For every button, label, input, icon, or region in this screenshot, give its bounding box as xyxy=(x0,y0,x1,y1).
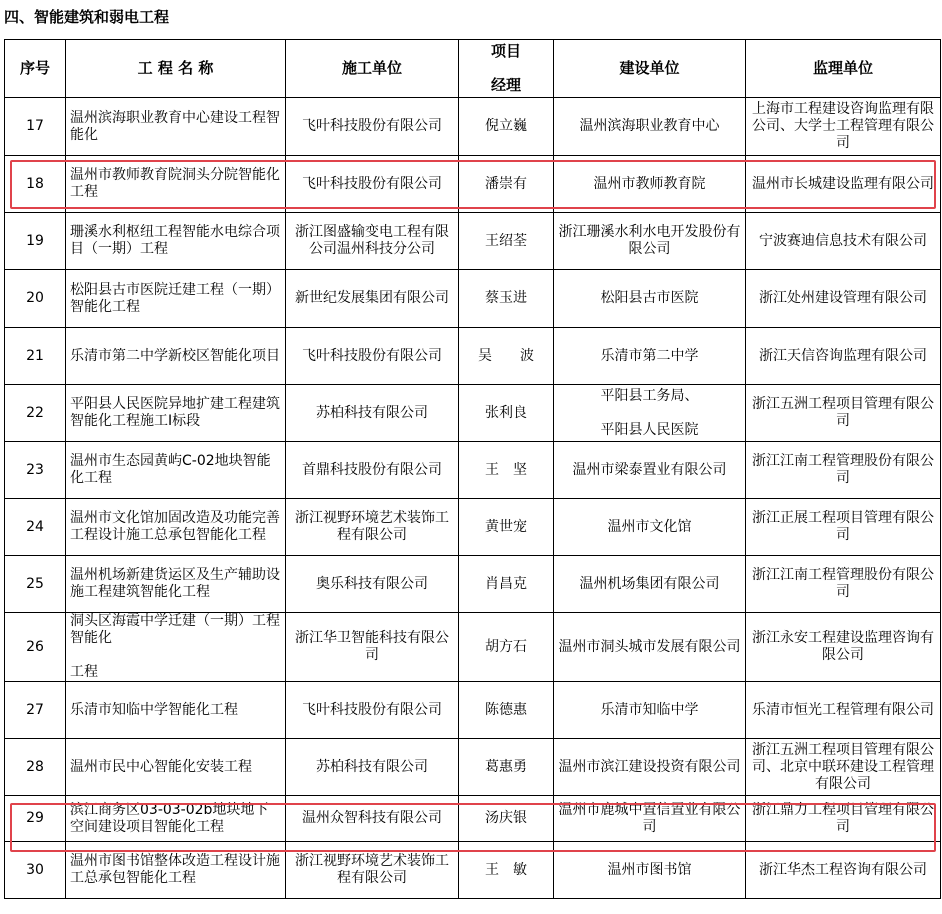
row-project-name: 温州机场新建货运区及生产辅助设施工程建筑智能化工程 xyxy=(66,556,286,613)
row-project-name: 滨江商务区03-03-02b地块地下空间建设项目智能化工程 xyxy=(66,796,286,842)
row-contractor: 飞叶科技股份有限公司 xyxy=(286,156,459,213)
row-project-name: 温州滨海职业教育中心建设工程智能化 xyxy=(66,98,286,156)
row-supervisor: 宁波赛迪信息技术有限公司 xyxy=(746,213,941,270)
header-supervisor: 监理单位 xyxy=(746,40,941,98)
row-contractor: 温州众智科技有限公司 xyxy=(286,796,459,842)
row-owner: 温州市梁泰置业有限公司 xyxy=(554,442,746,499)
row-contractor: 浙江图盛输变电工程有限公司温州科技分公司 xyxy=(286,213,459,270)
row-supervisor: 浙江处州建设管理有限公司 xyxy=(746,270,941,328)
row-owner: 温州机场集团有限公司 xyxy=(554,556,746,613)
row-project-name: 温州市文化馆加固改造及功能完善工程设计施工总承包智能化工程 xyxy=(66,499,286,556)
project-table xyxy=(4,39,941,899)
row-supervisor: 上海市工程建设咨询监理有限公司、大学士工程管理有限公司 xyxy=(746,98,941,156)
table-row xyxy=(5,385,941,442)
section-title: 四、智能建筑和弱电工程 xyxy=(4,8,170,26)
row-no: 21 xyxy=(5,328,66,385)
row-owner: 温州滨海职业教育中心 xyxy=(554,98,746,156)
row-project-name: 乐清市第二中学新校区智能化项目 xyxy=(66,328,286,385)
row-supervisor: 浙江华杰工程咨询有限公司 xyxy=(746,842,941,899)
row-manager: 黄世宠 xyxy=(459,499,554,556)
row-project-name: 洞头区海霞中学迁建（一期）工程智能化 工程 xyxy=(66,613,286,682)
row-no: 25 xyxy=(5,556,66,613)
row-owner: 松阳县古市医院 xyxy=(554,270,746,328)
row-no: 30 xyxy=(5,842,66,899)
row-no: 18 xyxy=(5,156,66,213)
row-project-name: 珊溪水利枢纽工程智能水电综合项目（一期）工程 xyxy=(66,213,286,270)
row-owner: 温州市鹿城中置信置业有限公司 xyxy=(554,796,746,842)
table-row xyxy=(5,213,941,270)
header-manager: 项目 经理 xyxy=(459,40,554,98)
row-no: 17 xyxy=(5,98,66,156)
table-row xyxy=(5,796,941,842)
row-manager: 葛惠勇 xyxy=(459,739,554,796)
table-row xyxy=(5,739,941,796)
row-manager: 陈德惠 xyxy=(459,682,554,739)
row-manager: 潘崇有 xyxy=(459,156,554,213)
row-owner: 温州市图书馆 xyxy=(554,842,746,899)
row-project-name: 温州市民中心智能化安装工程 xyxy=(66,739,286,796)
row-no: 28 xyxy=(5,739,66,796)
row-supervisor: 浙江江南工程管理股份有限公司 xyxy=(746,556,941,613)
header-no: 序号 xyxy=(5,40,66,98)
row-no: 20 xyxy=(5,270,66,328)
table-row xyxy=(5,442,941,499)
row-manager: 王 敏 xyxy=(459,842,554,899)
row-contractor: 首鼎科技股份有限公司 xyxy=(286,442,459,499)
row-manager: 张利良 xyxy=(459,385,554,442)
row-project-name: 温州市图书馆整体改造工程设计施工总承包智能化工程 xyxy=(66,842,286,899)
row-manager: 王 坚 xyxy=(459,442,554,499)
row-manager: 蔡玉进 xyxy=(459,270,554,328)
row-owner: 温州市洞头城市发展有限公司 xyxy=(554,613,746,682)
row-contractor: 飞叶科技股份有限公司 xyxy=(286,98,459,156)
row-owner: 温州市教师教育院 xyxy=(554,156,746,213)
row-contractor: 奥乐科技有限公司 xyxy=(286,556,459,613)
table-row xyxy=(5,270,941,328)
row-owner: 乐清市知临中学 xyxy=(554,682,746,739)
row-manager: 汤庆银 xyxy=(459,796,554,842)
row-supervisor: 浙江江南工程管理股份有限公司 xyxy=(746,442,941,499)
header-owner: 建设单位 xyxy=(554,40,746,98)
row-manager: 胡方石 xyxy=(459,613,554,682)
row-contractor: 浙江华卫智能科技有限公司 xyxy=(286,613,459,682)
row-no: 19 xyxy=(5,213,66,270)
row-owner: 平阳县工务局、 平阳县人民医院 xyxy=(554,385,746,442)
row-contractor: 新世纪发展集团有限公司 xyxy=(286,270,459,328)
table-row xyxy=(5,98,941,156)
table-row xyxy=(5,556,941,613)
row-supervisor: 温州市长城建设监理有限公司 xyxy=(746,156,941,213)
row-no: 23 xyxy=(5,442,66,499)
table-header-row xyxy=(5,40,941,98)
row-contractor: 苏柏科技有限公司 xyxy=(286,385,459,442)
row-contractor: 飞叶科技股份有限公司 xyxy=(286,682,459,739)
row-manager: 肖昌克 xyxy=(459,556,554,613)
table-row xyxy=(5,156,941,213)
row-project-name: 温州市教师教育院洞头分院智能化工程 xyxy=(66,156,286,213)
row-project-name: 乐清市知临中学智能化工程 xyxy=(66,682,286,739)
row-no: 24 xyxy=(5,499,66,556)
table-row xyxy=(5,613,941,682)
header-name: 工 程 名 称 xyxy=(66,40,286,98)
table-row xyxy=(5,682,941,739)
row-owner: 温州市文化馆 xyxy=(554,499,746,556)
table-row xyxy=(5,328,941,385)
row-project-name: 松阳县古市医院迁建工程（一期）智能化工程 xyxy=(66,270,286,328)
row-no: 26 xyxy=(5,613,66,682)
header-contractor: 施工单位 xyxy=(286,40,459,98)
row-supervisor: 乐清市恒光工程管理有限公司 xyxy=(746,682,941,739)
row-project-name: 温州市生态园黄屿C-02地块智能化工程 xyxy=(66,442,286,499)
row-manager: 倪立巍 xyxy=(459,98,554,156)
row-contractor: 浙江视野环境艺术装饰工程有限公司 xyxy=(286,842,459,899)
row-manager: 吴 波 xyxy=(459,328,554,385)
row-supervisor: 浙江天信咨询监理有限公司 xyxy=(746,328,941,385)
row-owner: 温州市滨江建设投资有限公司 xyxy=(554,739,746,796)
row-supervisor: 浙江正展工程项目管理有限公司 xyxy=(746,499,941,556)
row-no: 29 xyxy=(5,796,66,842)
row-project-name: 平阳县人民医院异地扩建工程建筑智能化工程施工Ⅰ标段 xyxy=(66,385,286,442)
row-owner: 浙江珊溪水利水电开发股份有限公司 xyxy=(554,213,746,270)
row-contractor: 苏柏科技有限公司 xyxy=(286,739,459,796)
row-owner: 乐清市第二中学 xyxy=(554,328,746,385)
row-manager: 王绍荃 xyxy=(459,213,554,270)
table-row xyxy=(5,842,941,899)
table-row xyxy=(5,499,941,556)
row-supervisor: 浙江永安工程建设监理咨询有限公司 xyxy=(746,613,941,682)
row-contractor: 飞叶科技股份有限公司 xyxy=(286,328,459,385)
row-supervisor: 浙江五洲工程项目管理有限公司、北京中联环建设工程管理有限公司 xyxy=(746,739,941,796)
row-no: 27 xyxy=(5,682,66,739)
row-supervisor: 浙江五洲工程项目管理有限公司 xyxy=(746,385,941,442)
row-no: 22 xyxy=(5,385,66,442)
row-contractor: 浙江视野环境艺术装饰工程有限公司 xyxy=(286,499,459,556)
row-supervisor: 浙江鼎力工程项目管理有限公司 xyxy=(746,796,941,842)
